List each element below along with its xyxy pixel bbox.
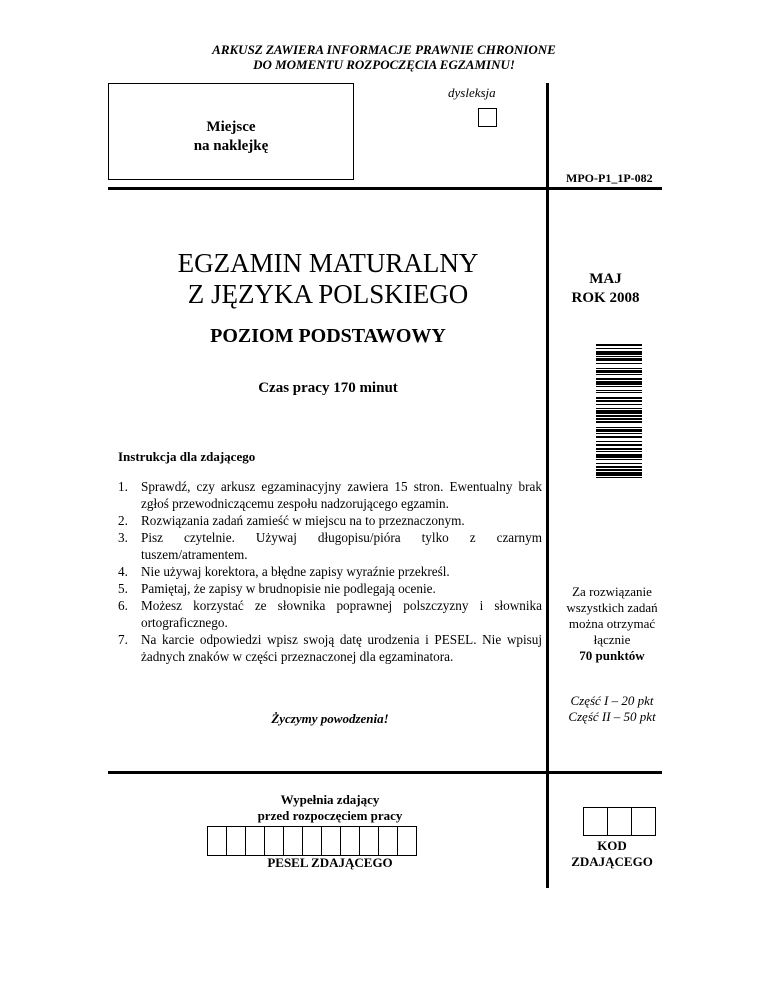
barcode-bar bbox=[596, 400, 642, 401]
barcode-bar bbox=[596, 358, 642, 360]
barcode bbox=[596, 344, 642, 554]
instruction-item bbox=[118, 512, 542, 529]
barcode-bar bbox=[596, 451, 642, 452]
top-horizontal-divider bbox=[108, 187, 662, 190]
instruction-number: 1. bbox=[118, 479, 128, 494]
pesel-label: PESEL ZDAJĄCEGO bbox=[267, 855, 393, 870]
bottom-horizontal-divider bbox=[108, 771, 662, 774]
candidate-code-digit-cell[interactable] bbox=[607, 807, 632, 836]
barcode-bar bbox=[596, 433, 642, 434]
barcode-bar bbox=[596, 386, 642, 387]
part-1-points: Część I – 20 pkt bbox=[570, 693, 654, 708]
vertical-divider bbox=[546, 83, 549, 888]
pesel-digit-cell[interactable] bbox=[245, 826, 265, 856]
pesel-digit-cell[interactable] bbox=[302, 826, 322, 856]
part-2-points: Część II – 50 pkt bbox=[568, 709, 656, 724]
exam-time: Czas pracy 170 minut bbox=[258, 380, 398, 396]
instruction-number: 5. bbox=[118, 581, 128, 596]
barcode-bar bbox=[596, 390, 642, 391]
barcode-bar bbox=[596, 378, 642, 380]
instruction-number: 3. bbox=[118, 530, 128, 545]
exam-session bbox=[549, 270, 662, 308]
instruction-item bbox=[118, 631, 542, 665]
barcode-bar bbox=[596, 427, 642, 428]
dyslexia-checkbox[interactable] bbox=[478, 108, 497, 127]
barcode-bar bbox=[596, 477, 642, 478]
barcode-bar bbox=[596, 459, 642, 460]
instruction-number: 6. bbox=[118, 598, 128, 613]
instruction-number: 2. bbox=[118, 513, 128, 528]
points-info bbox=[552, 584, 672, 664]
candidate-code-label bbox=[552, 838, 672, 870]
candidate-code-field[interactable] bbox=[583, 807, 655, 836]
fill-instruction-line-2: przed rozpoczęciem pracy bbox=[257, 808, 403, 823]
good-luck-message: Życzymy powodzenia! bbox=[271, 711, 389, 726]
legal-notice-line-2: DO MOMENTU ROZPOCZĘCIA EGZAMINU! bbox=[253, 57, 515, 72]
sticker-label bbox=[108, 118, 354, 156]
barcode-bar bbox=[596, 351, 642, 355]
pesel-digit-cell[interactable] bbox=[397, 826, 417, 856]
exam-title-line-1: EGZAMIN MATURALNY bbox=[177, 248, 479, 278]
barcode-bar bbox=[596, 454, 642, 458]
points-total: 70 punktów bbox=[579, 648, 645, 663]
instruction-item bbox=[118, 529, 542, 563]
candidate-code-digit-cell[interactable] bbox=[583, 807, 608, 836]
pesel-digit-cell[interactable] bbox=[207, 826, 227, 856]
barcode-bar bbox=[596, 397, 642, 399]
barcode-bar bbox=[596, 429, 642, 431]
candidate-code-digit-cell[interactable] bbox=[631, 807, 656, 836]
barcode-bar bbox=[596, 418, 642, 419]
barcode-bar bbox=[596, 436, 642, 437]
pesel-digit-cell[interactable] bbox=[378, 826, 398, 856]
points-line-1: Za rozwiązanie bbox=[572, 584, 652, 599]
instruction-item bbox=[118, 478, 542, 512]
fill-instruction bbox=[200, 792, 460, 824]
instruction-number: 4. bbox=[118, 564, 128, 579]
exam-title bbox=[108, 248, 548, 310]
points-line-2: wszystkich zadań bbox=[566, 600, 658, 615]
session-year: ROK 2008 bbox=[571, 290, 640, 306]
instruction-text: Możesz korzystać ze słownika poprawnej polszczyzny i słownika ortograficznego. bbox=[141, 598, 542, 630]
barcode-bar bbox=[596, 368, 642, 369]
barcode-bar bbox=[596, 415, 642, 417]
sticker-label-line-1: Miejsce bbox=[206, 119, 256, 135]
barcode-bar bbox=[596, 356, 642, 357]
instruction-text: Rozwiązania zadań zamieść w miejscu na to przeznaczonym. bbox=[141, 513, 465, 528]
pesel-digit-cell[interactable] bbox=[283, 826, 303, 856]
barcode-bar bbox=[596, 370, 642, 372]
barcode-bar bbox=[596, 344, 642, 346]
barcode-bar bbox=[596, 441, 642, 442]
barcode-bar bbox=[596, 472, 642, 476]
barcode-bar bbox=[596, 374, 642, 375]
instruction-text: Sprawdź, czy arkusz egzaminacyjny zawiera 15 stron. Ewentualny brak zgłoś przewodniczącemu zespołu nadzorującego egzamin. bbox=[141, 479, 542, 511]
barcode-bar bbox=[596, 463, 642, 464]
instructions-heading: Instrukcja dla zdającego bbox=[118, 449, 256, 464]
pesel-digit-cell[interactable] bbox=[359, 826, 379, 856]
barcode-bar bbox=[596, 410, 642, 414]
pesel-field[interactable] bbox=[207, 826, 416, 856]
pesel-digit-cell[interactable] bbox=[321, 826, 341, 856]
barcode-bar bbox=[596, 448, 642, 449]
barcode-bar bbox=[596, 408, 642, 409]
barcode-bar bbox=[596, 469, 642, 471]
barcode-bar bbox=[596, 466, 642, 467]
barcode-bar bbox=[596, 421, 642, 423]
instruction-text: Pamiętaj, że zapisy w brudnopisie nie podlegają ocenie. bbox=[141, 581, 436, 596]
barcode-bar bbox=[596, 392, 642, 393]
barcode-bar bbox=[596, 348, 642, 349]
barcode-bar bbox=[596, 381, 642, 385]
dyslexia-label: dysleksja bbox=[448, 85, 496, 100]
pesel-digit-cell[interactable] bbox=[340, 826, 360, 856]
pesel-digit-cell[interactable] bbox=[264, 826, 284, 856]
instruction-item bbox=[118, 597, 542, 631]
instruction-number: 7. bbox=[118, 632, 128, 647]
fill-instruction-line-1: Wypełnia zdający bbox=[280, 792, 380, 807]
pesel-digit-cell[interactable] bbox=[226, 826, 246, 856]
instruction-text: Pisz czytelnie. Używaj długopisu/pióra tylko z czarnym tuszem/atramentem. bbox=[141, 530, 542, 562]
instruction-item bbox=[118, 580, 542, 597]
exam-level: POZIOM PODSTAWOWY bbox=[210, 325, 446, 347]
barcode-bar bbox=[596, 404, 642, 405]
barcode-bar bbox=[596, 363, 642, 364]
barcode-bar bbox=[596, 444, 642, 446]
points-line-3: można otrzymać bbox=[568, 616, 656, 631]
instruction-text: Na karcie odpowiedzi wpisz swoją datę urodzenia i PESEL. Nie wpisuj żadnych znaków w części przeznaczonej dla egzaminatora. bbox=[141, 632, 542, 664]
instructions-list bbox=[118, 478, 542, 665]
exam-title-line-2: Z JĘZYKA POLSKIEGO bbox=[187, 279, 469, 309]
points-line-4: łącznie bbox=[593, 632, 631, 647]
candidate-code-label-line-2: ZDAJĄCEGO bbox=[571, 854, 653, 869]
candidate-code-label-line-1: KOD bbox=[597, 838, 627, 853]
sticker-label-line-2: na naklejkę bbox=[193, 138, 269, 154]
points-parts bbox=[552, 693, 672, 725]
exam-code: MPO-P1_1P-082 bbox=[566, 171, 653, 185]
instruction-text: Nie używaj korektora, a błędne zapisy wyraźnie przekreśl. bbox=[141, 564, 450, 579]
session-month: MAJ bbox=[589, 271, 622, 287]
instruction-item bbox=[118, 563, 542, 580]
legal-notice-line-1: ARKUSZ ZAWIERA INFORMACJE PRAWNIE CHRONIONE bbox=[212, 42, 556, 57]
